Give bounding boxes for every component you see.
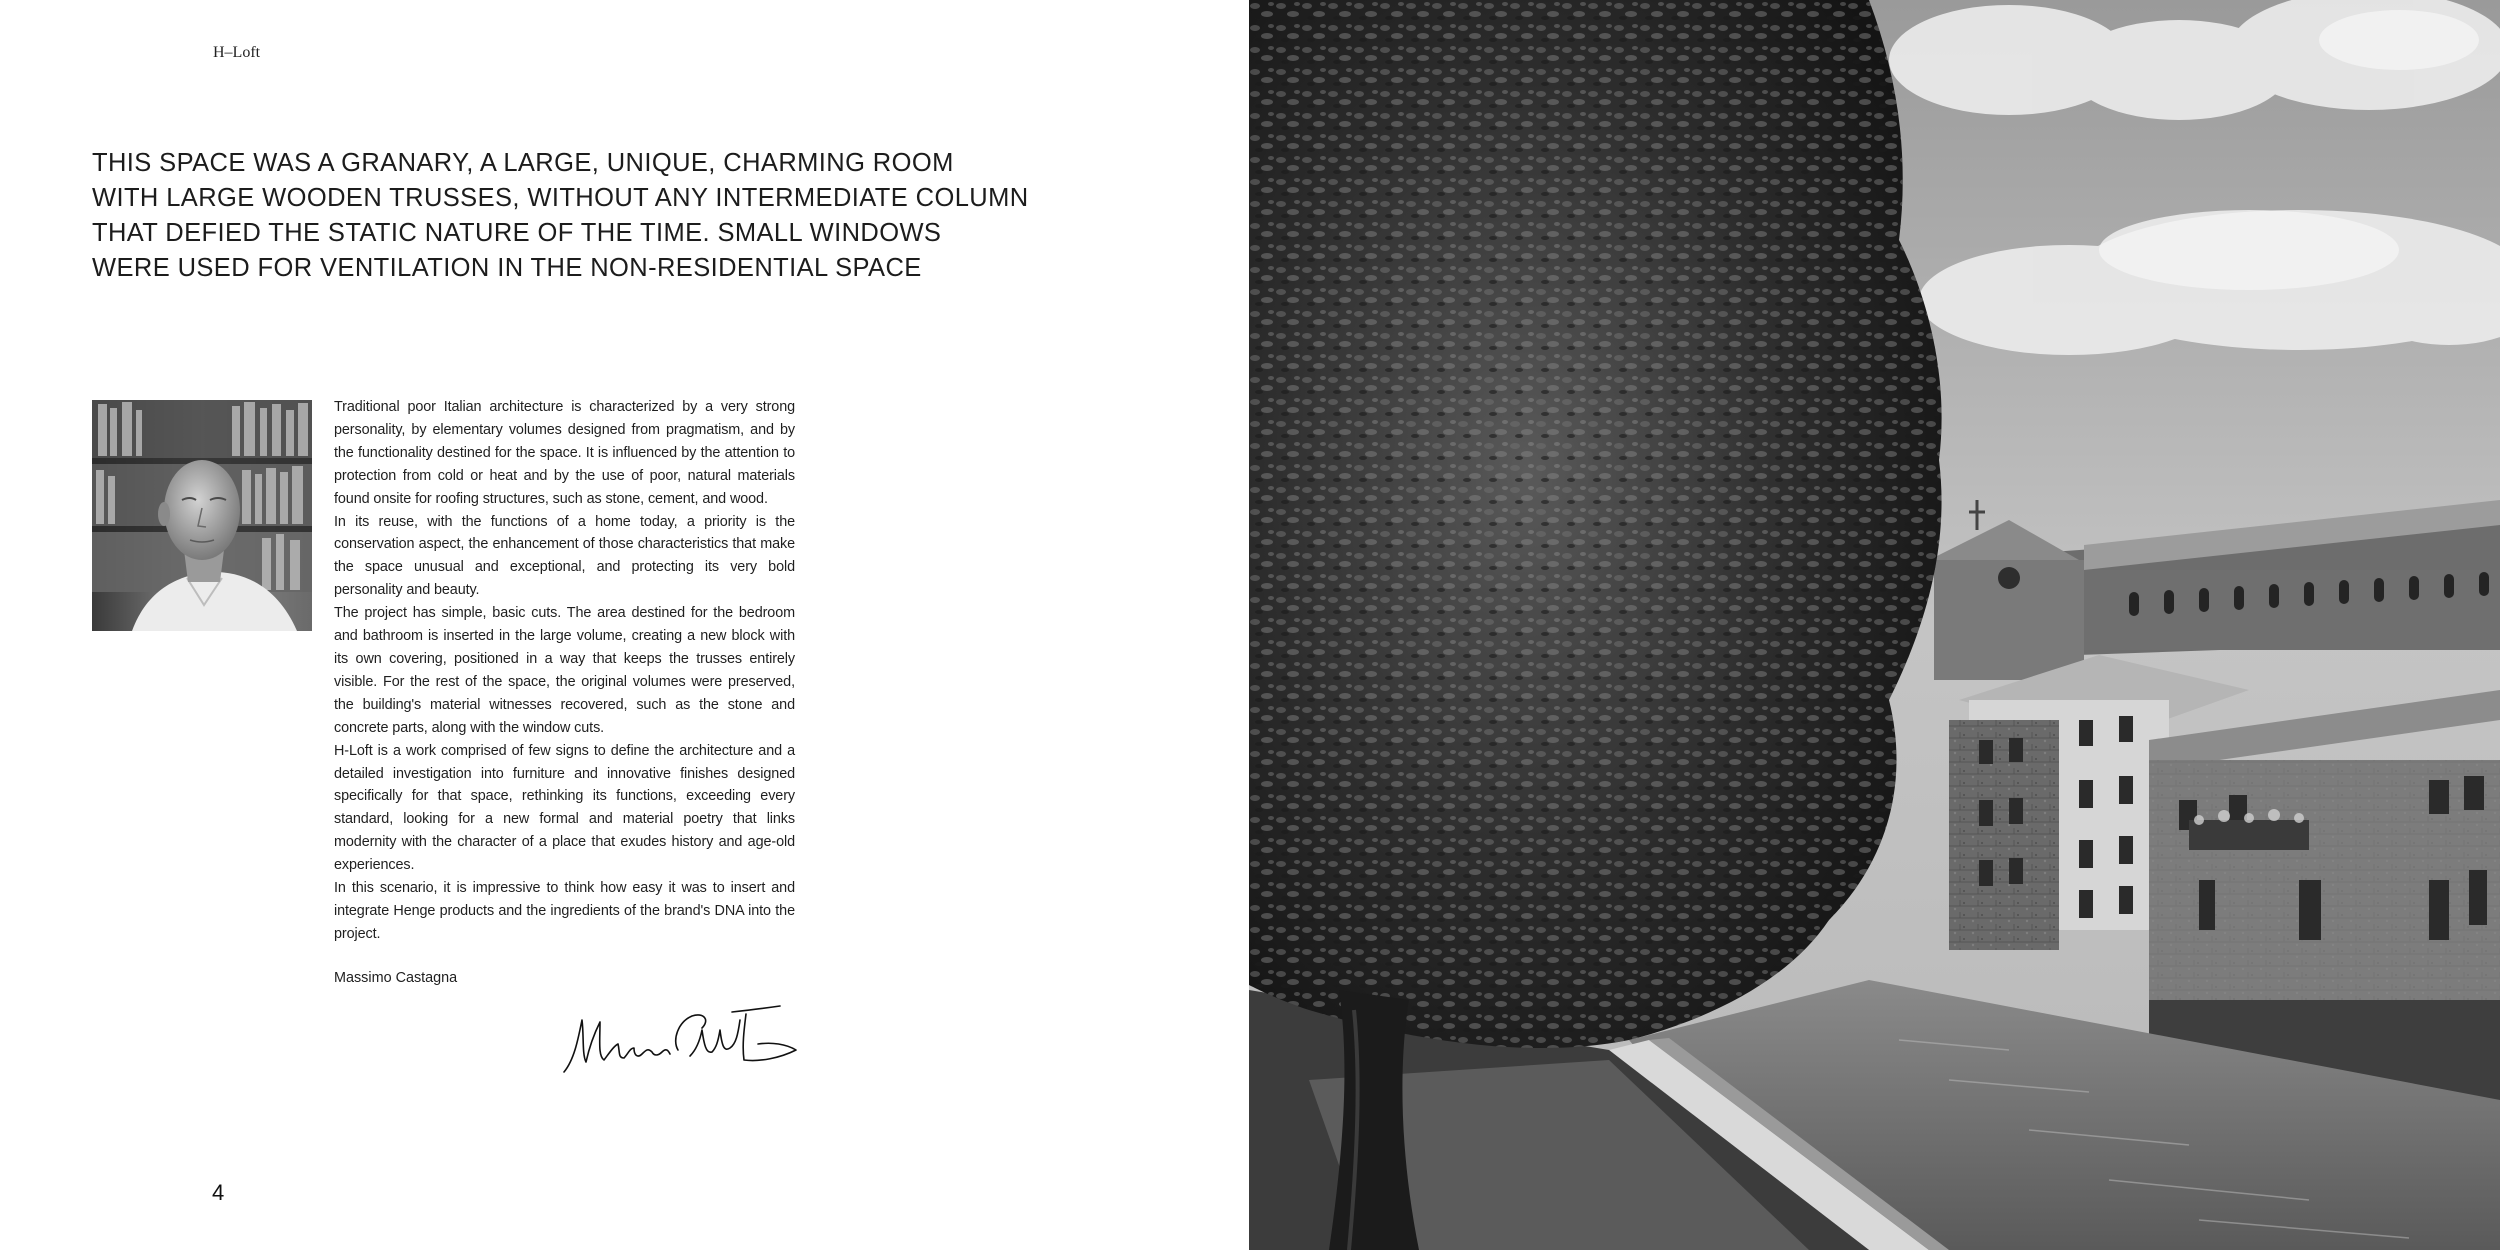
right-page-photo bbox=[1249, 0, 2500, 1250]
author-name: Massimo Castagna bbox=[334, 970, 458, 986]
headline-line: WITH LARGE WOODEN TRUSSES, WITHOUT ANY INTERMEDIATE COLUMN bbox=[92, 184, 1029, 212]
body-paragraph: Traditional poor Italian architecture is characterized by a very strong personality, by elementary volumes designed from pragmatism, and by the functionality destined for the space. It is influenced by the attention to protection from cold or heat and by the use of poor, natural materials found onsite for roofing structures, such as stone, cement, and wood. bbox=[334, 399, 795, 507]
author-portrait bbox=[92, 400, 312, 631]
left-page bbox=[0, 0, 1249, 1250]
signature bbox=[560, 1000, 800, 1080]
headline bbox=[92, 146, 1072, 286]
headline-line: WERE USED FOR VENTILATION IN THE NON-RESIDENTIAL SPACE bbox=[92, 254, 922, 282]
headline-line: THAT DEFIED THE STATIC NATURE OF THE TIME. SMALL WINDOWS bbox=[92, 219, 942, 247]
running-head: H–Loft bbox=[213, 44, 261, 61]
body-text bbox=[334, 396, 795, 946]
body-paragraph: In its reuse, with the functions of a home today, a priority is the conservation aspect, the enhancement of those characteristics that make the space unusual and exceptional, and protecting its very bold personality and beauty. bbox=[334, 513, 795, 599]
body-paragraph: H-Loft is a work comprised of few signs to define the architecture and a detailed investigation into furniture and innovative finishes designed specifically for that space, rethinking its functions, exceeding every standard, looking for a new formal and material poetry that links modernity with the character of a place that exudes history and age-old experiences. bbox=[334, 742, 795, 874]
headline-line: THIS SPACE WAS A GRANARY, A LARGE, UNIQUE, CHARMING ROOM bbox=[92, 149, 954, 177]
body-paragraph: The project has simple, basic cuts. The area destined for the bedroom and bathroom is inserted in the large volume, creating a new block with its own covering, positioned in a way that keeps the trusses entirely visible. For the rest of the space, the original volumes were preserved, the building's material witnesses recovered, such as the stone and concrete parts, along with the window cuts. bbox=[334, 605, 795, 736]
portrait-image bbox=[92, 400, 312, 631]
landscape-photo bbox=[1249, 0, 2500, 1250]
page-number: 4 bbox=[212, 1180, 225, 1205]
body-paragraph: In this scenario, it is impressive to think how easy it was to insert and integrate Henge products and the ingredients of the brand's DNA into the project. bbox=[334, 880, 795, 942]
